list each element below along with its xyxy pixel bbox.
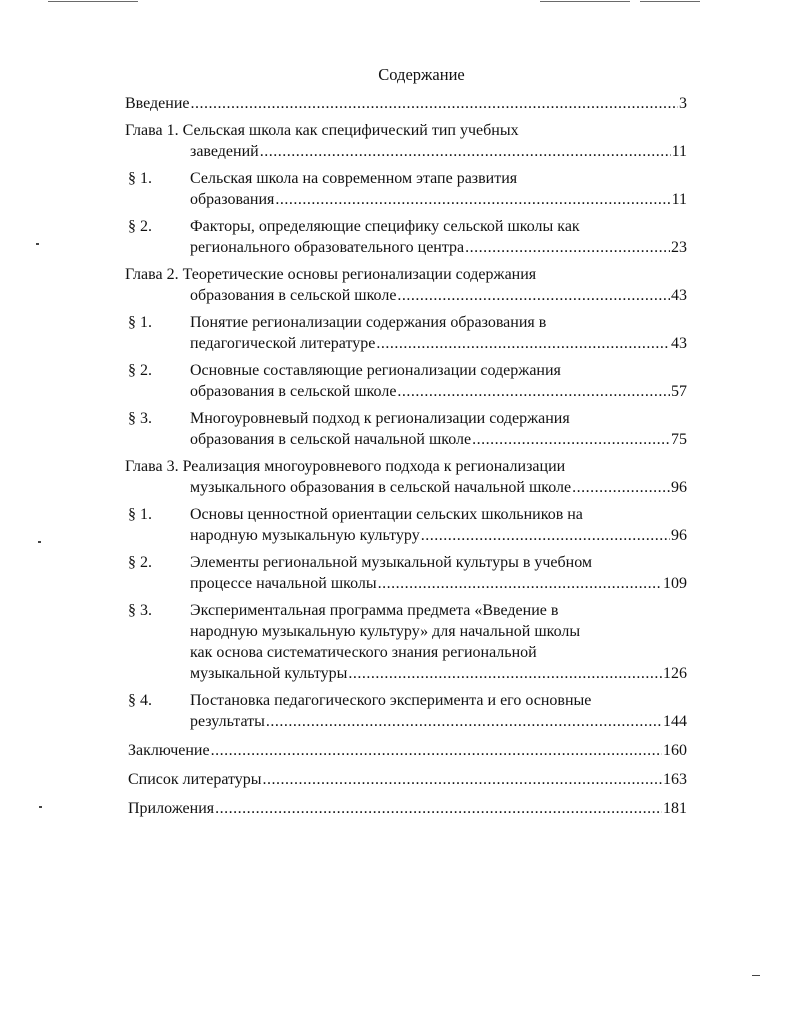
page-number: 126 [663, 665, 687, 682]
page-number: 144 [663, 713, 687, 730]
section-number: § 1. [128, 506, 152, 523]
dot-leader [376, 333, 670, 354]
toc-chapter[interactable] [125, 456, 687, 498]
section-number: § 1. [128, 170, 152, 187]
scan-speck [38, 541, 41, 543]
toc-entry-text: образования в сельской школе [190, 383, 397, 400]
page-number: 11 [671, 143, 687, 160]
toc-entry[interactable] [125, 798, 687, 819]
toc-entry[interactable] [125, 740, 687, 761]
toc-entry-text: народную музыкальную культуру [190, 527, 420, 544]
toc-entry-text: регионального образовательного центра [190, 239, 465, 256]
section-number: § 2. [128, 362, 152, 379]
section-number: § 1. [128, 314, 152, 331]
toc-entry-text: Понятие регионализации содержания образования в [190, 314, 547, 331]
toc-entry-text: образования в сельской школе [190, 287, 397, 304]
page-number: 109 [663, 575, 687, 592]
toc-entry-text: заведений [190, 143, 259, 160]
section-number: § 4. [128, 692, 152, 709]
page-number: 181 [663, 800, 687, 817]
section-number: § 3. [128, 602, 152, 619]
section-number: § 2. [128, 218, 152, 235]
toc-section[interactable] [125, 552, 687, 594]
toc-entry-text: Экспериментальная программа предмета «Введение в [190, 602, 559, 619]
scan-speck [39, 806, 42, 808]
dot-leader [266, 711, 662, 732]
page-number: 96 [671, 479, 687, 496]
section-number: § 3. [128, 410, 152, 427]
page-number: 43 [671, 287, 687, 304]
page-number: 57 [671, 383, 687, 400]
dot-leader [397, 285, 670, 306]
table-of-contents [125, 93, 687, 819]
toc-entry-text: Глава 3. Реализация многоуровневого подхода к регионализации [125, 458, 566, 475]
toc-entry-text: Постановка педагогического эксперимента и его основные [190, 692, 592, 709]
page-number: 3 [679, 95, 687, 112]
toc-section[interactable] [125, 216, 687, 258]
toc-entry-text: Глава 2. Теоретические основы регионализации содержания [125, 266, 537, 283]
toc-entry-text: как основа систематического знания региональной [190, 644, 537, 661]
section-number: § 2. [128, 554, 152, 571]
toc-entry-text: Основные составляющие регионализации содержания [190, 362, 561, 379]
toc-section[interactable] [125, 312, 687, 354]
page-number: 11 [671, 191, 687, 208]
toc-entry-text: Основы ценностной ориентации сельских школьников на [190, 506, 583, 523]
toc-entry-text: Приложения [128, 800, 215, 817]
toc-section[interactable] [125, 600, 687, 684]
toc-entry-text: Глава 1. Сельская школа как специфический тип учебных [125, 122, 519, 139]
dot-leader [263, 769, 662, 790]
page-number: 163 [663, 771, 687, 788]
toc-section[interactable] [125, 360, 687, 402]
toc-entry-text: процессе начальной школы [190, 575, 377, 592]
toc-entry-text: педагогической литературе [190, 335, 376, 352]
toc-entry-text: Введение [125, 95, 190, 112]
page-number: 96 [671, 527, 687, 544]
dot-leader [572, 477, 670, 498]
dot-leader [260, 141, 671, 162]
page-number: 75 [671, 431, 687, 448]
toc-entry-text: образования в сельской начальной школе [190, 431, 472, 448]
dot-leader [421, 525, 670, 546]
toc-entry-text: Список литературы [128, 771, 262, 788]
scan-speck [36, 243, 39, 245]
scan-edge-line [640, 1, 700, 2]
toc-entry[interactable] [125, 769, 687, 790]
page-number: 160 [663, 742, 687, 759]
scan-edge-line [540, 1, 630, 2]
page-title: Содержание [378, 65, 465, 84]
toc-entry[interactable] [125, 93, 687, 114]
toc-entry-text: результаты [190, 713, 265, 730]
dot-leader [275, 189, 670, 210]
toc-entry-text: Элементы региональной музыкальной культуры в учебном [190, 554, 593, 571]
dot-leader [211, 740, 662, 761]
toc-section[interactable] [125, 408, 687, 450]
scan-edge-line [48, 1, 138, 2]
toc-section[interactable] [125, 690, 687, 732]
toc-entry-text: образования [190, 191, 275, 208]
toc-entry-text: народную музыкальную культуру» для начальной школы [190, 623, 581, 640]
page-number: 23 [671, 239, 687, 256]
toc-entry-text: Сельская школа на современном этапе развития [190, 170, 518, 187]
page-number: 43 [671, 335, 687, 352]
toc-entry-text: Заключение [128, 742, 210, 759]
toc-entry-text: Многоуровневый подход к регионализации содержания [190, 410, 570, 427]
toc-section[interactable] [125, 504, 687, 546]
toc-section[interactable] [125, 168, 687, 210]
dot-leader [472, 429, 670, 450]
dot-leader [348, 663, 662, 684]
toc-entry-text: музыкальной культуры [190, 665, 348, 682]
scan-speck [752, 975, 760, 976]
dot-leader [397, 381, 670, 402]
dot-leader [215, 798, 662, 819]
toc-chapter[interactable] [125, 264, 687, 306]
dot-leader [378, 573, 662, 594]
toc-chapter[interactable] [125, 120, 687, 162]
dot-leader [191, 93, 679, 114]
toc-entry-text: Факторы, определяющие специфику сельской школы как [190, 218, 580, 235]
dot-leader [465, 237, 670, 258]
toc-entry-text: музыкального образования в сельской начальной школе [190, 479, 572, 496]
